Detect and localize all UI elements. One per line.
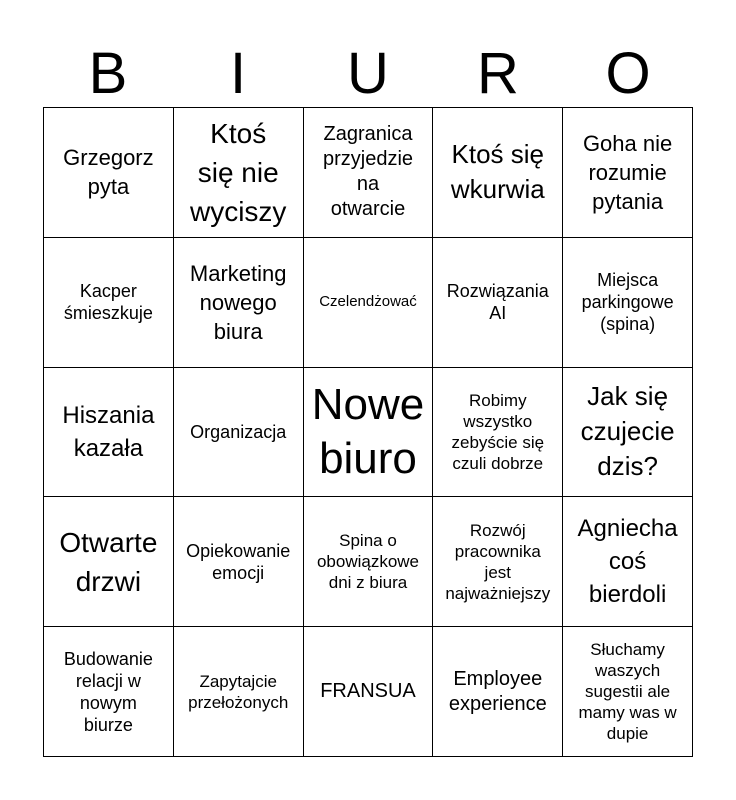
bingo-cell[interactable]	[174, 368, 304, 498]
cell-text: Employee experience	[448, 667, 547, 715]
bingo-cell[interactable]	[433, 627, 563, 757]
cell-text: Goha nie rozumie pytania	[582, 130, 673, 214]
bingo-cell[interactable]	[304, 368, 434, 498]
bingo-cell[interactable]	[304, 497, 434, 627]
bingo-cell[interactable]	[44, 368, 174, 498]
bingo-title	[43, 41, 693, 106]
bingo-cell[interactable]	[44, 238, 174, 368]
bingo-cell[interactable]	[563, 497, 693, 627]
cell-text: Grzegorz pyta	[63, 145, 154, 200]
bingo-cell[interactable]	[433, 368, 563, 498]
bingo-cell[interactable]	[44, 497, 174, 627]
cell-text: Zapytajcie przełożonych	[188, 671, 289, 712]
cell-text: Hiszania kazała	[62, 401, 155, 462]
cell-text: Rozwój pracownika jest najważniejszy	[445, 520, 551, 603]
cell-text: Budowanie relacji w nowym biurze	[63, 648, 153, 735]
cell-text: Agniecha coś bierdoli	[577, 515, 678, 609]
title-letter-i: I	[229, 41, 247, 106]
cell-text: Czelendżować	[319, 293, 417, 311]
cell-text: FRANSUA	[320, 680, 416, 703]
bingo-cell[interactable]	[304, 108, 434, 238]
cell-text: Ktoś się wkurwia	[450, 139, 545, 205]
bingo-grid	[43, 107, 693, 757]
cell-text: Ktoś się nie wyciszy	[189, 117, 287, 227]
cell-text: Kacper śmieszkuje	[63, 281, 153, 324]
bingo-cell[interactable]	[563, 627, 693, 757]
cell-text: Jak się czujecie dzis?	[580, 381, 675, 482]
title-letter-b: B	[88, 41, 128, 106]
bingo-cell[interactable]	[174, 238, 304, 368]
cell-text: Słuchamy waszych sugestii ale mamy was w dupie	[578, 640, 677, 744]
cell-text: Miejsca parkingowe (spina)	[581, 270, 674, 335]
bingo-cell[interactable]	[174, 627, 304, 757]
bingo-cell[interactable]	[174, 108, 304, 238]
bingo-cell[interactable]	[433, 238, 563, 368]
bingo-cell[interactable]	[563, 238, 693, 368]
bingo-cell[interactable]	[174, 497, 304, 627]
bingo-cell[interactable]	[304, 238, 434, 368]
cell-text: Rozwiązania AI	[446, 281, 549, 324]
title-letter-r: R	[477, 41, 519, 106]
bingo-cell[interactable]	[563, 108, 693, 238]
bingo-cell[interactable]	[433, 108, 563, 238]
bingo-cell[interactable]	[304, 627, 434, 757]
bingo-cell[interactable]	[44, 108, 174, 238]
title-letter-o: O	[605, 41, 651, 106]
cell-text: Nowe biuro	[311, 379, 425, 483]
cell-text: Robimy wszystko zebyście się czuli dobrze	[451, 390, 545, 473]
cell-text: Opiekowanie emocji	[186, 540, 291, 583]
cell-text: Marketing nowego biura	[189, 260, 287, 344]
cell-text: Zagranica przyjedzie na otwarcie	[322, 123, 414, 221]
cell-text: Organizacja	[190, 421, 287, 442]
bingo-cell[interactable]	[563, 368, 693, 498]
cell-text: Otwarte drzwi	[59, 526, 158, 597]
bingo-cell[interactable]	[44, 627, 174, 757]
bingo-cell[interactable]	[433, 497, 563, 627]
cell-text: Spina o obowiązkowe dni z biura	[316, 531, 420, 593]
title-letter-u: U	[347, 41, 389, 106]
